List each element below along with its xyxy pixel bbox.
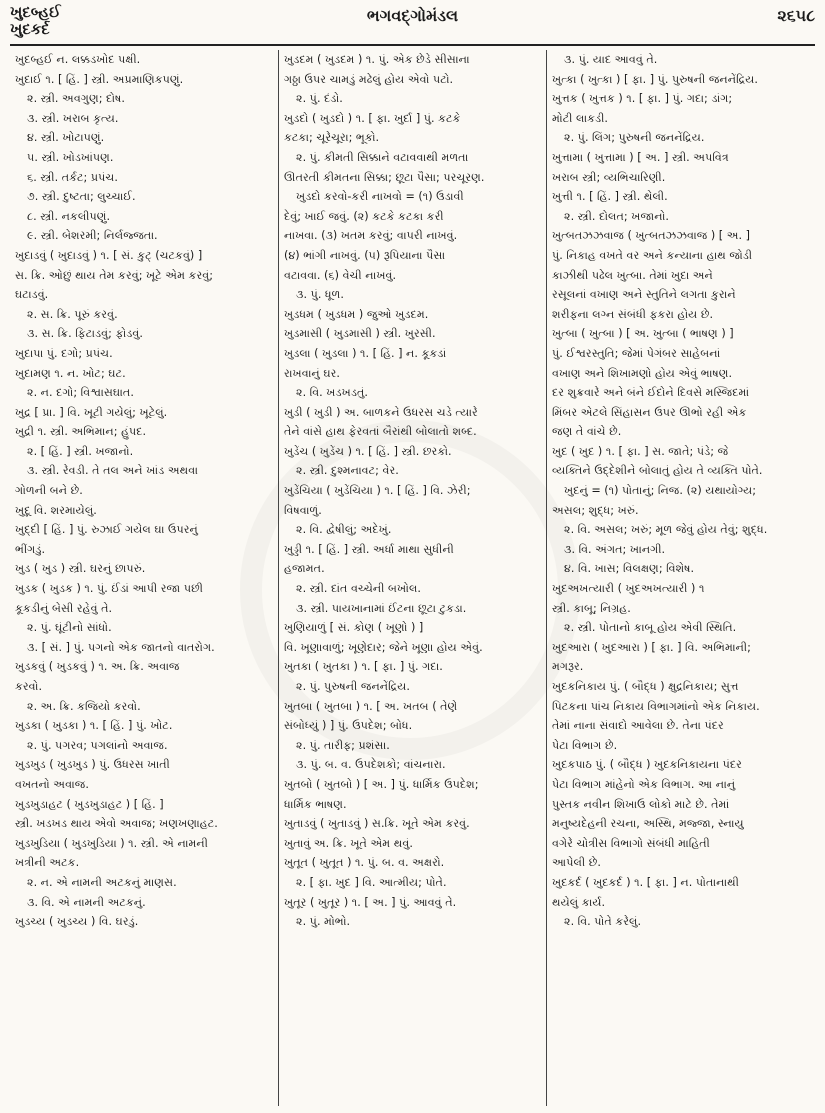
entry-line: ખુદકર્દ ( ખુદકર્દ ) ૧. [ ફા. ] ન. પોતાનાથી	[552, 875, 739, 889]
entry-line: ખુદ્ર [ પ્રા. ] વિ. ખૂટી ગયેલું; ખૂટેલું.	[15, 405, 168, 419]
entry-line: વટાવવા. (૬) વેચી નાખવું.	[284, 268, 397, 282]
sense-line: ૨. વિ. ખડખડતું.	[296, 386, 368, 400]
sense-line: ૩. [ સં. ] પું. પગનો એક જાતનો વાતરોગ.	[27, 640, 215, 654]
page-header	[0, 0, 825, 46]
entry-line: (૪) ભાંગી નાખવું. (૫) રૂપિયાના પૈસા	[284, 248, 446, 262]
entry-line: હજામત.	[284, 562, 325, 576]
sense-line: ૨. પું. લિંગ; પુરુષની જનનેંદ્રિય.	[564, 131, 705, 145]
entry-line: મોટી લાકડી.	[552, 111, 608, 125]
sense-line: ૩. વિ. અંગત; ખાનગી.	[564, 542, 666, 556]
entry-line: નાખવા. (૩) ખતમ કરવું; વાપરી નાખવું.	[284, 229, 458, 243]
sense-line: ૯. સ્ત્રી. બેશરમી; નિર્લજ્જતા.	[27, 229, 158, 243]
sense-line: ૨. સ્ત્રી. અવગુણ; દોષ.	[27, 92, 125, 106]
entry-line: શરીફના લગ્ન સંબંધી ફકરા હોય છે.	[552, 307, 714, 321]
entry-line: વખાણ અને શિખામણો હોય એવું ભાષણ.	[552, 366, 733, 380]
sense-line: ૩. સ્ત્રી. રેવડી. તે તલ અને ખાંડ અથવા	[27, 464, 198, 478]
sense-line: ૨. પું. કીમતી સિક્કાને વટાવવાથી મળતા	[296, 150, 469, 164]
entry-line: ખુદબ્હઈ ન. લક્કડખોદ પક્ષી.	[15, 53, 141, 66]
column-middle	[278, 50, 546, 1106]
entry-line: વ્યક્તિને ઉદ્દેશીને બોલાતું હોય તે વ્યક્તિ પોતે.	[552, 464, 763, 478]
entry-line: ખુડ ( ખુડ ) સ્ત્રી. ઘરનું છાપરું.	[15, 562, 146, 576]
entry-line: તેને વાંસે હાથ ફેરવતાં બૈરાંથી બોલાતો શબ્દ.	[284, 425, 477, 439]
sense-line: ૨. પું. પગરવ; પગલાંનો અવાજ.	[27, 738, 168, 752]
entry-line: ખુડલા ( ખુડલા ) ૧. [ હિં. ] ન. કૂકડાં	[284, 346, 447, 360]
entry-line: ખુડદમ ( ખુડદમ ) ૧. પું. એક છેડે સીસાના	[284, 53, 470, 66]
entry-line: ખુત્બતઝઝવાજ ( ખુત્બતઝઝવાજ ) [ અ. ]	[552, 229, 750, 243]
entry-line: સ્ત્રી. ખડખડ થાય એવો અવાજ; ખણખણાહટ.	[15, 817, 218, 831]
sense-line: ૨. ન. દગો; વિશ્વાસઘાત.	[27, 386, 134, 400]
entry-line: ખુણિયાળું [ સં. કોણ ( ખૂણો ) ]	[284, 621, 424, 635]
entry-line: ખુત્તી ૧. [ હિં. ] સ્ત્રી. થેલી.	[552, 190, 668, 204]
entry-line: રાખવાનું ઘર.	[284, 366, 340, 380]
entry-line: ખુડમાસી ( ખુડમાસી ) સ્ત્રી. ખુરસી.	[284, 327, 436, 341]
entry-line: ખુડેંચ ( ખુડેંચ ) ૧. [ હિં. ] સ્ત્રી. છરકો.	[284, 444, 452, 458]
entry-line: પેટા વિભાગ માંહેનો એક વિભાગ. આ નાનું	[552, 777, 736, 791]
entry-line: ખત્રીની અટક.	[15, 856, 80, 870]
entry-line: ખુડચ્ય ( ખુડચ્ય ) વિ. ઘરડું.	[15, 915, 139, 929]
entry-line: ખુડદો ( ખુડદો ) ૧. [ ફા. ખુર્દા ] પું. કટકે	[284, 111, 461, 125]
sense-line: ૨. વિ. દ્વેષીલું; અદેખું.	[296, 523, 392, 537]
sense-line: ૩. વિ. એ નામની અટકનું.	[27, 895, 146, 909]
entry-line: ખુદઅખત્યારી ( ખુદઅખત્યારી ) ૧	[552, 582, 705, 596]
sense-line: ૨. પું. ઘૂંટીનો સાંધો.	[27, 621, 112, 635]
entry-line: જણ તે વાંચે છે.	[552, 425, 622, 439]
entry-line: થયેલું કાર્ય.	[552, 895, 606, 909]
sense-line: ૩. પું. બ. વ. ઉપદેશકો; વાંચનારા.	[296, 758, 446, 772]
entry-line: ધાર્મિક ભાષણ.	[284, 797, 347, 811]
entry-line: ખુડખુડાહટ ( ખુડખુડાહટ ) [ હિં. ]	[15, 797, 164, 811]
entry-line: પુસ્તક નવીન શિખાઉ લોકો માટે છે. તેમાં	[552, 797, 730, 811]
entry-line: મનુષ્યદેહની રચના, અસ્થિ, મજ્જા, સ્નાયુ	[552, 817, 744, 831]
entry-line: ખુડક ( ખુડક ) ૧. પું. ઈંડાં આપી રજા પછી	[15, 582, 203, 596]
sense-line: ૨. પું. પુરુષની જનનેંદ્રિય.	[296, 680, 410, 693]
sense-line: ૩. પું. ધૂળ.	[296, 288, 344, 302]
entry-line: રસૂલનાં વખાણ અને સ્તુતિને લગતા કુરાને	[552, 288, 736, 302]
sense-line: ૨. સ્ત્રી. દુશ્મનાવટ; વેર.	[296, 464, 399, 478]
entry-line: કરવો.	[15, 680, 43, 693]
sense-line: ૨. અ. ક્રિ. કજિયો કરવો.	[27, 699, 141, 713]
entry-line: પેટા વિભાગ છે.	[552, 738, 618, 752]
entry-line: ખુડકવું ( ખુડકવું ) ૧. અ. ક્રિ. અવાજ	[15, 660, 180, 674]
sense-line: ૨. પું. મોભો.	[296, 915, 351, 929]
entry-line: મગરૂર.	[552, 660, 584, 674]
sense-line: ૨. વિ. અસલ; ખરું; મૂળ જેવું હોય તેવું; શુદ્ધ.	[564, 523, 768, 537]
sense-line: ૨. પું. તારીફ; પ્રશંસા.	[296, 738, 390, 752]
entry-line: ખુતાડવું ( ખુતાડવું ) સ.ક્રિ. ખૂતે એમ કરવું.	[284, 817, 470, 831]
entry-line: દેવું; ખાઈ જવું. (૨) કટકે કટકા કરી	[284, 209, 444, 223]
sense-line: ૨. પું. દંડો.	[296, 92, 343, 106]
entry-line: ભીંગડું.	[15, 542, 46, 556]
entry-line: ખુદામણ ૧. ન. ખોટ; ઘટ.	[15, 366, 126, 380]
entry-line: ખુડકા ( ખુડકા ) ૧. [ હિં. ] પું. ખોટ.	[15, 719, 173, 733]
sense-line: ૩. પું. યાદ આવવું તે.	[564, 53, 658, 66]
entry-line: વિ. ખૂણાવાળું; ખૂણેદાર; જેને ખૂણા હોય એવું.	[284, 640, 483, 654]
entry-line: આપેલી છે.	[552, 856, 601, 870]
entry-line: ખુદકનિકાય પું. ( બૌદ્ધ ) ક્ષુદ્રનિકાય; સુત્ત	[552, 680, 739, 693]
entry-line: મિંબર એટલે સિંહાસન ઉપર ઊભો રહી એક	[552, 405, 747, 419]
page-number: ૨૬૫૮	[777, 6, 815, 25]
entry-line: ખુદાપા પું. દગો; પ્રપંચ.	[15, 346, 113, 360]
entry-line: ખુતબા ( ખુતબા ) ૧. [ અ. ખતબ ( તેણે	[284, 699, 458, 713]
entry-line: ખુદાડવું ( ખુદાડવું ) ૧. [ સં. કુટ્ (ચટકવું) ]	[15, 248, 203, 262]
guide-word-first: ખુદબ્હઈ	[10, 3, 61, 21]
entry-line: પું. નિકાહ વખતે વર અને કન્યાના હાથ જોડી	[552, 248, 753, 262]
sense-line: ૨. સ્ત્રી. દાંત વચ્ચેની બખોલ.	[296, 582, 421, 596]
entry-line: કાઝીથી પઢેલ ખુત્બા. તેમાં ખુદા અને	[552, 268, 713, 282]
entry-line: ઊતરતી કીમતના સિક્કા; છૂટા પૈસા; પરચૂરણ.	[284, 170, 485, 184]
entry-line: ખુદ ( ખુદ ) ૧. [ ફા. ] સ. જાતે; પંડે; જે	[552, 444, 729, 458]
entry-line: ઘટાડવું.	[15, 288, 49, 302]
entry-line: ખુતબો ( ખુતબો ) [ અ. ] પું. ધાર્મિક ઉપદેશ;	[284, 777, 479, 791]
sense-line: ૪. વિ. ખાસ; વિલક્ષણ; વિશેષ.	[564, 562, 695, 576]
entry-line: ખુત્તામા ( ખુત્તામા ) [ અ. ] સ્ત્રી. અપવિત્ર	[552, 150, 729, 164]
sense-line: ૨. સ્ત્રી. દોલત; ખજાનો.	[564, 209, 669, 223]
entry-line: દર શુક્રવારે અને બંને ઈદોને દિવસે મસ્જિદમાં	[552, 386, 750, 400]
sense-line: ૪. સ્ત્રી. ખોટાપણું.	[27, 131, 105, 145]
entry-line: ખુડી ( ખુડી ) અ. બાળકને ઉધરસ ચડે ત્યારે	[284, 405, 478, 419]
sense-line: ૨. [ હિં. ] સ્ત્રી. ખજાનો.	[27, 444, 134, 458]
entry-line: ખુતૂર ( ખુતૂર ) ૧. [ અ. ] પું. આવવું તે.	[284, 895, 457, 909]
sense-line: ૬. સ્ત્રી. તર્કટ; પ્રપંચ.	[27, 170, 118, 184]
entry-line: ખુદ્દી [ હિં. ] પું. રુઝાઈ ગયેલ ઘા ઉપરનું	[15, 523, 198, 537]
entry-line: ખુડધમ ( ખુડધમ ) જુઓ ખુડદમ.	[284, 307, 429, 321]
sense-line: ૫. સ્ત્રી. ખોડખાંપણ.	[27, 150, 114, 164]
entry-line: વગેરે ચોત્રીસ વિભાગો સંબંધી માહિતી	[552, 836, 710, 850]
dictionary-title: ભગવદ્ગોમંડલ	[366, 6, 459, 25]
entry-line: ખુદકપાઠ પું. ( બૌદ્ધ ) ખુદકનિકાયના પંદર	[552, 758, 742, 772]
entry-line: સ. ક્રિ. ઓછું થાય તેમ કરવું; ખૂટે એમ કરવું;	[15, 268, 213, 282]
sense-line: ૩. સ્ત્રી. પાયખાનામાં ઈંટના છૂટા ટુકડા.	[296, 601, 467, 615]
entry-line: પું. ઈશ્વરસ્તુતિ; જેમાં પેગંબર સાહેબનાં	[552, 346, 721, 360]
entry-line: ગઠ્ઠા ઉપર ચામડું મઢેલું હોય એવો પટો.	[284, 72, 454, 86]
sense-line: ખુડદો કરવો-કરી નાખવો = (૧) ઉડાવી	[296, 190, 464, 204]
entry-line: વિષવાળું.	[284, 503, 322, 517]
entry-line: ખરાબ સ્ત્રી; વ્યભિચારિણી.	[552, 170, 666, 184]
entry-line: ખુડખુડિયા ( ખુડખુડિયા ) ૧. સ્ત્રી. એ નામની	[15, 836, 208, 850]
entry-line: પિટકના પાંચ નિકાય વિભાગમાંનો એક નિકાય.	[552, 699, 760, 713]
entry-line: ખુડ્ડી ૧. [ હિં. ] સ્ત્રી. અર્ધા માથા સુધીની	[284, 542, 454, 556]
entry-line: તેમાં નાના સંવાદો આવેલા છે. તેના પંદર	[552, 719, 724, 733]
entry-line: ખુતકા ( ખુતકા ) ૧. [ ફા. ] પું. ગદા.	[284, 660, 443, 674]
entry-line: કૂકડીનું બેસી રહેવું તે.	[15, 601, 113, 615]
entry-line: ખુત્કા ( ખુત્કા ) [ ફા. ] પું. પુરુષની જનનેંદ્રિય.	[552, 72, 758, 86]
entry-line: ખુદૂ વિ. શરમાયેલું.	[15, 503, 97, 517]
entry-line: કટકા; ચૂરેચૂરા; ભૂકો.	[284, 131, 380, 145]
entry-line: ખુત્બા ( ખુત્બા ) [ અ. ખુત્બા ( ભાષણ ) ]	[552, 327, 734, 341]
sense-line: ૩. સ્ત્રી. ખરાબ કૃત્ય.	[27, 111, 119, 125]
entry-line: ગોળની બને છે.	[15, 484, 83, 498]
column-left	[10, 50, 278, 1106]
sense-line: ૨. સ. ક્રિ. પૂરું કરવું.	[27, 307, 118, 321]
entry-line: સ્ત્રી. કાબૂ; નિગ્રહ.	[552, 601, 631, 615]
entry-line: અસલ; શુદ્ધ; ખરું.	[552, 503, 639, 517]
entry-line: સંબોધ્યું ) ] પું. ઉપદેશ; બોધ.	[284, 719, 413, 733]
entry-line: ખુડખુડ ( ખુડખુડ ) પું. ઉધરસ ખાતી	[15, 758, 170, 772]
sense-line: ૨. વિ. પોતે કરેલું.	[564, 915, 642, 929]
sense-line: ૨. સ્ત્રી. પોતાનો કાબૂ હોય એવી સ્થિતિ.	[564, 621, 737, 635]
sense-line: ૨. ન. એ નામની અટકનું માણસ.	[27, 875, 177, 889]
sense-line: ૨. [ ફા. ખુદ ] વિ. આત્મીય; પોતે.	[296, 875, 447, 889]
header-rule	[10, 44, 815, 46]
guide-word-last: ખુદકર્દ	[10, 20, 50, 38]
sense-line: ૭. સ્ત્રી. દુષ્ટતા; લુચ્ચાઈ.	[27, 190, 136, 204]
entry-line: વખતનો અવાજ.	[15, 777, 89, 791]
entry-line: ખુતાવું અ. ક્રિ. ખૂતે એમ થવું.	[284, 836, 413, 850]
sense-line: ખુદનું = (૧) પોતાનું; નિજ. (૨) યથાયોગ્ય;	[564, 484, 757, 498]
column-right	[546, 50, 814, 1106]
sense-line: ૩. સ. ક્રિ. ફિટાડવું; ફોડવું.	[27, 327, 143, 341]
sense-line: ૮. સ્ત્રી. નકલીપણું.	[27, 209, 111, 223]
dictionary-columns	[10, 50, 815, 1106]
entry-line: ખુદાઈ ૧. [ હિં. ] સ્ત્રી. અપ્રમાણિકપણું.	[15, 72, 184, 86]
entry-line: ખુદઆરા ( ખુદઆરા ) [ ફા. ] વિ. અભિમાની;	[552, 640, 751, 654]
entry-line: ખુતૂત ( ખુતૂત ) ૧. પું. બ. વ. અક્ષરો.	[284, 856, 445, 870]
entry-line: ખુત્તક ( ખુત્તક ) ૧. [ ફા. ] પું. ગદા; ડાંગ;	[552, 92, 733, 106]
entry-line: ખુદ્રી ૧. સ્ત્રી. અભિમાન; હુંપદ.	[15, 425, 147, 439]
entry-line: ખુડેંચિયા ( ખુડેંચિયા ) ૧. [ હિં. ] વિ. ઝેરી;	[284, 484, 471, 498]
